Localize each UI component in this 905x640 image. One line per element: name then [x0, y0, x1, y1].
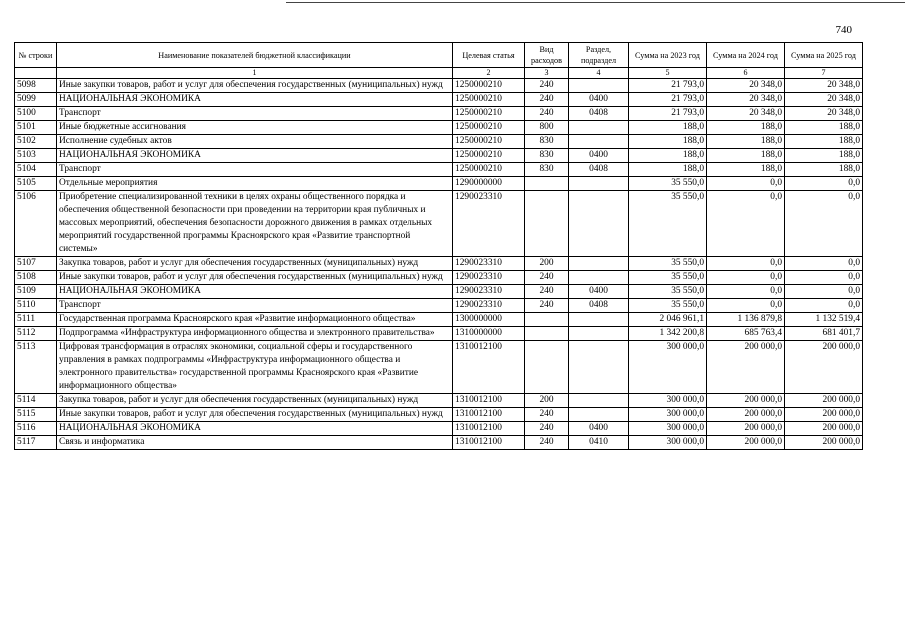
sum-2024: 188,0 — [707, 135, 785, 149]
section-code — [569, 177, 629, 191]
sum-2023: 2 046 961,1 — [629, 313, 707, 327]
sum-2023: 1 342 200,8 — [629, 327, 707, 341]
sum-2023: 21 793,0 — [629, 107, 707, 121]
header-sum-2024: Сумма на 2024 год — [707, 43, 785, 68]
table-row — [15, 285, 863, 299]
section-code — [569, 313, 629, 327]
section-code: 0400 — [569, 93, 629, 107]
sum-2024: 0,0 — [707, 271, 785, 285]
target-article: 1310000000 — [453, 327, 525, 341]
expense-type: 800 — [525, 121, 569, 135]
sum-2024: 0,0 — [707, 257, 785, 271]
row-number: 5106 — [15, 191, 57, 257]
target-article: 1310012100 — [453, 408, 525, 422]
sum-2025: 200 000,0 — [785, 436, 863, 450]
sum-2025: 188,0 — [785, 121, 863, 135]
indicator-name: Транспорт — [57, 299, 453, 313]
target-article: 1290023310 — [453, 257, 525, 271]
indicator-name: Иные закупки товаров, работ и услуг для обеспечения государственных (муниципальных) нужд — [57, 271, 453, 285]
sum-2024: 0,0 — [707, 299, 785, 313]
header-row-number: № строки — [15, 43, 57, 68]
sum-2025: 20 348,0 — [785, 79, 863, 93]
indicator-name: Исполнение судебных актов — [57, 135, 453, 149]
row-number: 5110 — [15, 299, 57, 313]
sum-2024: 200 000,0 — [707, 341, 785, 394]
sum-2023: 35 550,0 — [629, 257, 707, 271]
sum-2023: 21 793,0 — [629, 79, 707, 93]
section-code — [569, 408, 629, 422]
expense-type: 200 — [525, 257, 569, 271]
column-number: 6 — [707, 68, 785, 79]
table-row — [15, 191, 863, 257]
expense-type: 240 — [525, 107, 569, 121]
row-number: 5098 — [15, 79, 57, 93]
column-number: 4 — [569, 68, 629, 79]
indicator-name: Иные закупки товаров, работ и услуг для обеспечения государственных (муниципальных) нужд — [57, 408, 453, 422]
target-article: 1310012100 — [453, 394, 525, 408]
row-number: 5104 — [15, 163, 57, 177]
sum-2025: 0,0 — [785, 271, 863, 285]
table-row — [15, 135, 863, 149]
row-number: 5116 — [15, 422, 57, 436]
sum-2025: 20 348,0 — [785, 107, 863, 121]
header-section: Раздел, подраздел — [569, 43, 629, 68]
sum-2025: 0,0 — [785, 191, 863, 257]
table-row — [15, 422, 863, 436]
sum-2024: 0,0 — [707, 285, 785, 299]
sum-2023: 188,0 — [629, 135, 707, 149]
sum-2023: 35 550,0 — [629, 271, 707, 285]
expense-type — [525, 341, 569, 394]
sum-2023: 300 000,0 — [629, 422, 707, 436]
expense-type: 240 — [525, 299, 569, 313]
row-number: 5111 — [15, 313, 57, 327]
sum-2025: 0,0 — [785, 257, 863, 271]
table-row — [15, 257, 863, 271]
column-number-blank — [15, 68, 57, 79]
sum-2025: 0,0 — [785, 285, 863, 299]
column-number: 5 — [629, 68, 707, 79]
expense-type: 830 — [525, 135, 569, 149]
indicator-name: Транспорт — [57, 107, 453, 121]
row-number: 5103 — [15, 149, 57, 163]
sum-2023: 188,0 — [629, 121, 707, 135]
table-row — [15, 327, 863, 341]
table-row — [15, 313, 863, 327]
table-row — [15, 121, 863, 135]
indicator-name: Закупка товаров, работ и услуг для обеспечения государственных (муниципальных) нужд — [57, 394, 453, 408]
table-row — [15, 271, 863, 285]
sum-2025: 0,0 — [785, 299, 863, 313]
table-row — [15, 299, 863, 313]
header-sum-2025: Сумма на 2025 год — [785, 43, 863, 68]
indicator-name: НАЦИОНАЛЬНАЯ ЭКОНОМИКА — [57, 149, 453, 163]
row-number: 5113 — [15, 341, 57, 394]
sum-2025: 188,0 — [785, 135, 863, 149]
sum-2023: 300 000,0 — [629, 408, 707, 422]
header-target-article: Целевая статья — [453, 43, 525, 68]
indicator-name: Связь и информатика — [57, 436, 453, 450]
sum-2024: 20 348,0 — [707, 79, 785, 93]
sum-2025: 1 132 519,4 — [785, 313, 863, 327]
section-code: 0400 — [569, 285, 629, 299]
sum-2025: 200 000,0 — [785, 408, 863, 422]
column-number: 7 — [785, 68, 863, 79]
indicator-name: Цифровая трансформация в отраслях экономики, социальной сферы и государственного управления в рамках подпрограммы «Инфраструктура информационного общества и электронного правительства» государственной программы Красноярского края «Развитие информационного общества» — [57, 341, 453, 394]
expense-type: 240 — [525, 93, 569, 107]
sum-2025: 0,0 — [785, 177, 863, 191]
target-article: 1290000000 — [453, 177, 525, 191]
scan-edge-line — [286, 2, 905, 3]
sum-2024: 685 763,4 — [707, 327, 785, 341]
section-code: 0408 — [569, 107, 629, 121]
sum-2024: 200 000,0 — [707, 436, 785, 450]
target-article: 1250000210 — [453, 135, 525, 149]
expense-type: 830 — [525, 163, 569, 177]
table-row — [15, 177, 863, 191]
table-row — [15, 93, 863, 107]
row-number: 5117 — [15, 436, 57, 450]
header-expense-type: Вид расходов — [525, 43, 569, 68]
target-article: 1310012100 — [453, 422, 525, 436]
sum-2023: 21 793,0 — [629, 93, 707, 107]
sum-2023: 35 550,0 — [629, 191, 707, 257]
target-article: 1290023310 — [453, 271, 525, 285]
section-code: 0410 — [569, 436, 629, 450]
row-number: 5105 — [15, 177, 57, 191]
sum-2024: 188,0 — [707, 149, 785, 163]
target-article: 1310012100 — [453, 341, 525, 394]
sum-2025: 20 348,0 — [785, 93, 863, 107]
row-number: 5114 — [15, 394, 57, 408]
sum-2024: 188,0 — [707, 121, 785, 135]
section-code — [569, 394, 629, 408]
sum-2023: 35 550,0 — [629, 285, 707, 299]
page-number: 740 — [835, 24, 852, 36]
row-number: 5115 — [15, 408, 57, 422]
indicator-name: Закупка товаров, работ и услуг для обеспечения государственных (муниципальных) нужд — [57, 257, 453, 271]
table-row — [15, 436, 863, 450]
table-row — [15, 341, 863, 394]
expense-type — [525, 313, 569, 327]
target-article: 1290023310 — [453, 191, 525, 257]
section-code — [569, 341, 629, 394]
target-article: 1250000210 — [453, 121, 525, 135]
expense-type: 240 — [525, 408, 569, 422]
column-number: 2 — [453, 68, 525, 79]
expense-type — [525, 177, 569, 191]
indicator-name: НАЦИОНАЛЬНАЯ ЭКОНОМИКА — [57, 93, 453, 107]
sum-2023: 300 000,0 — [629, 436, 707, 450]
table-body — [15, 79, 863, 450]
expense-type: 200 — [525, 394, 569, 408]
sum-2023: 35 550,0 — [629, 299, 707, 313]
section-code — [569, 327, 629, 341]
indicator-name: Государственная программа Красноярского края «Развитие информационного общества» — [57, 313, 453, 327]
indicator-name: Приобретение специализированной техники в целях охраны общественного порядка и обеспечения общественной безопасности при проведении на территории края публичных и массовых мероприятий, обеспечения безопасности дорожного движения в рамках отдельных мероприятий государственной программы Красноярского края «Развитие транспортной системы» — [57, 191, 453, 257]
indicator-name: Подпрограмма «Инфраструктура информационного общества и электронного правительства» — [57, 327, 453, 341]
sum-2023: 300 000,0 — [629, 341, 707, 394]
row-number: 5100 — [15, 107, 57, 121]
sum-2024: 20 348,0 — [707, 93, 785, 107]
expense-type: 240 — [525, 422, 569, 436]
indicator-name: Иные закупки товаров, работ и услуг для обеспечения государственных (муниципальных) нужд — [57, 79, 453, 93]
sum-2023: 35 550,0 — [629, 177, 707, 191]
section-code: 0400 — [569, 149, 629, 163]
row-number: 5102 — [15, 135, 57, 149]
sum-2024: 200 000,0 — [707, 422, 785, 436]
indicator-name: Отдельные мероприятия — [57, 177, 453, 191]
budget-table — [14, 42, 863, 450]
target-article: 1250000210 — [453, 149, 525, 163]
sum-2024: 200 000,0 — [707, 408, 785, 422]
sum-2023: 188,0 — [629, 163, 707, 177]
target-article: 1310012100 — [453, 436, 525, 450]
sum-2025: 188,0 — [785, 163, 863, 177]
column-number-row — [15, 68, 863, 79]
header-indicator-name: Наименование показателей бюджетной классификации — [57, 43, 453, 68]
row-number: 5109 — [15, 285, 57, 299]
column-number: 1 — [57, 68, 453, 79]
target-article: 1290023310 — [453, 285, 525, 299]
sum-2024: 200 000,0 — [707, 394, 785, 408]
target-article: 1300000000 — [453, 313, 525, 327]
row-number: 5112 — [15, 327, 57, 341]
indicator-name: НАЦИОНАЛЬНАЯ ЭКОНОМИКА — [57, 422, 453, 436]
table-row — [15, 79, 863, 93]
row-number: 5108 — [15, 271, 57, 285]
sum-2024: 0,0 — [707, 191, 785, 257]
expense-type — [525, 327, 569, 341]
section-code — [569, 79, 629, 93]
section-code: 0408 — [569, 299, 629, 313]
expense-type: 240 — [525, 436, 569, 450]
header-row — [15, 43, 863, 68]
indicator-name: Иные бюджетные ассигнования — [57, 121, 453, 135]
table-row — [15, 394, 863, 408]
header-sum-2023: Сумма на 2023 год — [629, 43, 707, 68]
section-code: 0400 — [569, 422, 629, 436]
sum-2024: 188,0 — [707, 163, 785, 177]
row-number: 5101 — [15, 121, 57, 135]
expense-type: 240 — [525, 79, 569, 93]
indicator-name: НАЦИОНАЛЬНАЯ ЭКОНОМИКА — [57, 285, 453, 299]
sum-2023: 188,0 — [629, 149, 707, 163]
expense-type — [525, 191, 569, 257]
section-code: 0408 — [569, 163, 629, 177]
sum-2025: 200 000,0 — [785, 422, 863, 436]
table-row — [15, 163, 863, 177]
row-number: 5107 — [15, 257, 57, 271]
sum-2025: 188,0 — [785, 149, 863, 163]
section-code — [569, 191, 629, 257]
target-article: 1290023310 — [453, 299, 525, 313]
table-row — [15, 107, 863, 121]
column-number: 3 — [525, 68, 569, 79]
sum-2025: 681 401,7 — [785, 327, 863, 341]
section-code — [569, 135, 629, 149]
target-article: 1250000210 — [453, 93, 525, 107]
sum-2024: 0,0 — [707, 177, 785, 191]
indicator-name: Транспорт — [57, 163, 453, 177]
target-article: 1250000210 — [453, 79, 525, 93]
row-number: 5099 — [15, 93, 57, 107]
expense-type: 240 — [525, 285, 569, 299]
target-article: 1250000210 — [453, 107, 525, 121]
sum-2024: 1 136 879,8 — [707, 313, 785, 327]
section-code — [569, 257, 629, 271]
target-article: 1250000210 — [453, 163, 525, 177]
sum-2023: 300 000,0 — [629, 394, 707, 408]
table-row — [15, 149, 863, 163]
sum-2025: 200 000,0 — [785, 394, 863, 408]
section-code — [569, 271, 629, 285]
table-row — [15, 408, 863, 422]
sum-2025: 200 000,0 — [785, 341, 863, 394]
expense-type: 830 — [525, 149, 569, 163]
sum-2024: 20 348,0 — [707, 107, 785, 121]
expense-type: 240 — [525, 271, 569, 285]
section-code — [569, 121, 629, 135]
